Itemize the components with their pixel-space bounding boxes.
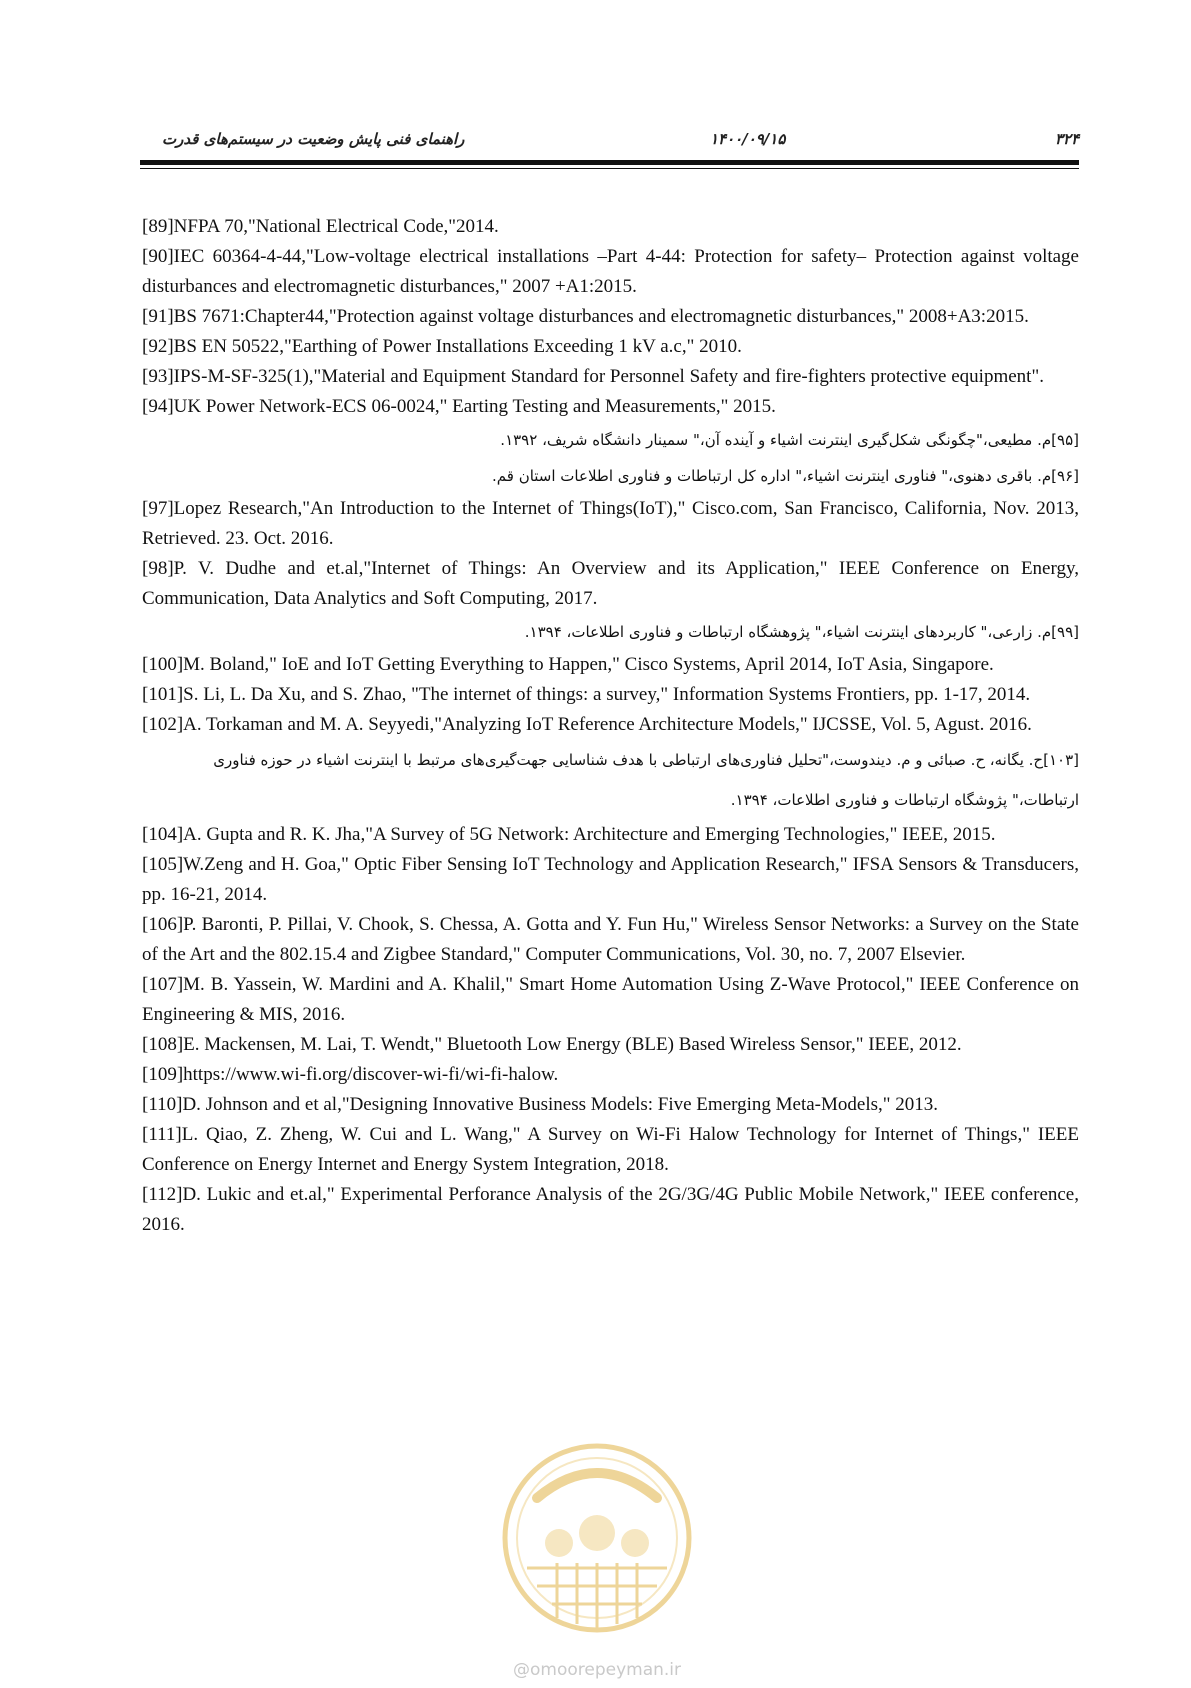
reference-item: [۱۰۳]ح. یگانه، ح. صبائی و م. دیندوست،"تحلیل فناوری‌های ارتباطی با هدف شناسایی جهت‌گیری‌های مرتبط با اینترنت اشیاء در حوزه فناوری ارتباطات،" پژوشگاه ارتباطات و فناوری اطلاعات، ۱۳۹۴. xyxy=(213,751,1079,809)
reference-item: [104]A. Gupta and R. K. Jha,"A Survey of 5G Network: Architecture and Emerging Technologies," IEEE, 2015. xyxy=(142,824,996,845)
page-header xyxy=(140,128,1079,158)
reference-item: [93]IPS-M-SF-325(1),"Material and Equipment Standard for Personnel Safety and fire-fighters protective equipment". xyxy=(142,366,1044,387)
watermark-text: @omoorepeyman.ir xyxy=(512,1660,682,1680)
watermark xyxy=(497,1428,697,1688)
reference-item: [102]A. Torkaman and M. A. Seyyedi,"Analyzing IoT Reference Architecture Models," IJCSSE, Vol. 5, Agust. 2016. xyxy=(142,714,1032,735)
reference-item: [90]IEC 60364-4-44,"Low-voltage electrical installations –Part 4-44: Protection for safety– Protection against voltage disturbances and electromagnetic disturbances," 2007 +A1:2015. xyxy=(142,246,1079,297)
reference-item: [110]D. Johnson and et al,"Designing Innovative Business Models: Five Emerging Meta-Models," 2013. xyxy=(142,1094,939,1115)
reference-item: [94]UK Power Network-ECS 06-0024," Earting Testing and Measurements," 2015. xyxy=(142,396,776,417)
reference-item: [97]Lopez Research,"An Introduction to the Internet of Things(IoT)," Cisco.com, San Francisco, California, Nov. 2013, Retrieved. 23. Oct. 2016. xyxy=(142,498,1079,549)
reference-list xyxy=(142,212,1079,1240)
reference-item: [۹۹]م. زارعی،" کاربردهای اینترنت اشیاء،" پژوهشگاه ارتباطات و فناوری اطلاعات، ۱۳۹۴. xyxy=(524,623,1079,641)
reference-item: [108]E. Mackensen, M. Lai, T. Wendt," Bluetooth Low Energy (BLE) Based Wireless Sensor," IEEE, 2012. xyxy=(142,1034,962,1055)
reference-item: [89]NFPA 70,"National Electrical Code,"2014. xyxy=(142,216,499,237)
page-number: ۳۲۴ xyxy=(1054,130,1079,148)
reference-item: [98]P. V. Dudhe and et.al,"Internet of Things: An Overview and its Application," IEEE Conference on Energy, Communication, Data Analytics and Soft Computing, 2017. xyxy=(142,558,1079,609)
reference-item: [91]BS 7671:Chapter44,"Protection against voltage disturbances and electromagnetic disturbances," 2008+A3:2015. xyxy=(142,306,1029,327)
reference-item: [109]https://www.wi-fi.org/discover-wi-fi/wi-fi-halow. xyxy=(142,1064,559,1085)
reference-item: [112]D. Lukic and et.al," Experimental Perforance Analysis of the 2G/3G/4G Public Mobile Network," IEEE conference, 2016. xyxy=(142,1184,1079,1235)
reference-item: [107]M. B. Yassein, W. Mardini and A. Khalil," Smart Home Automation Using Z-Wave Protocol," IEEE Conference on Engineering & MIS, 2016. xyxy=(142,974,1079,1025)
reference-item: [100]M. Boland," IoE and IoT Getting Everything to Happen," Cisco Systems, April 2014, IoT Asia, Singapore. xyxy=(142,654,994,675)
reference-item: [106]P. Baronti, P. Pillai, V. Chook, S. Chessa, A. Gotta and Y. Fun Hu," Wireless Sensor Networks: a Survey on the State of the Art and the 802.15.4 and Zigbee Standard," Computer Communications, Vol. 30, no. 7, 2007 Elsevier. xyxy=(142,914,1079,965)
reference-item: [92]BS EN 50522,"Earthing of Power Installations Exceeding 1 kV a.c," 2010. xyxy=(142,336,742,357)
header-date: ۱۴۰۰/۰۹/۱۵ xyxy=(710,130,786,148)
reference-item: [۹۵]م. مطیعی،"چگونگی شکل‌گیری اینترنت اشیاء و آینده آن،" سمینار دانشگاه شریف، ۱۳۹۲. xyxy=(500,431,1079,449)
header-rule-thick xyxy=(140,160,1079,165)
header-rule-thin xyxy=(140,168,1079,169)
reference-item: [105]W.Zeng and H. Goa," Optic Fiber Sensing IoT Technology and Application Research," IFSA Sensors & Transducers, pp. 16-21, 2014. xyxy=(142,854,1079,905)
reference-item: [111]L. Qiao, Z. Zheng, W. Cui and L. Wang," A Survey on Wi-Fi Halow Technology for Internet of Things," IEEE Conference on Energy Internet and Energy System Integration, 2018. xyxy=(142,1124,1079,1175)
header-title: راهنمای فنی پایش وضعیت در سیستم‌های قدرت xyxy=(162,130,465,148)
watermark-logo-icon xyxy=(497,1428,697,1658)
reference-item: [101]S. Li, L. Da Xu, and S. Zhao, "The internet of things: a survey," Information Systems Frontiers, pp. 1-17, 2014. xyxy=(142,684,1031,705)
reference-item: [۹۶]م. باقری دهنوی،" فناوری اینترنت اشیاء،" اداره کل ارتباطات و فناوری اطلاعات استان قم. xyxy=(492,467,1079,485)
